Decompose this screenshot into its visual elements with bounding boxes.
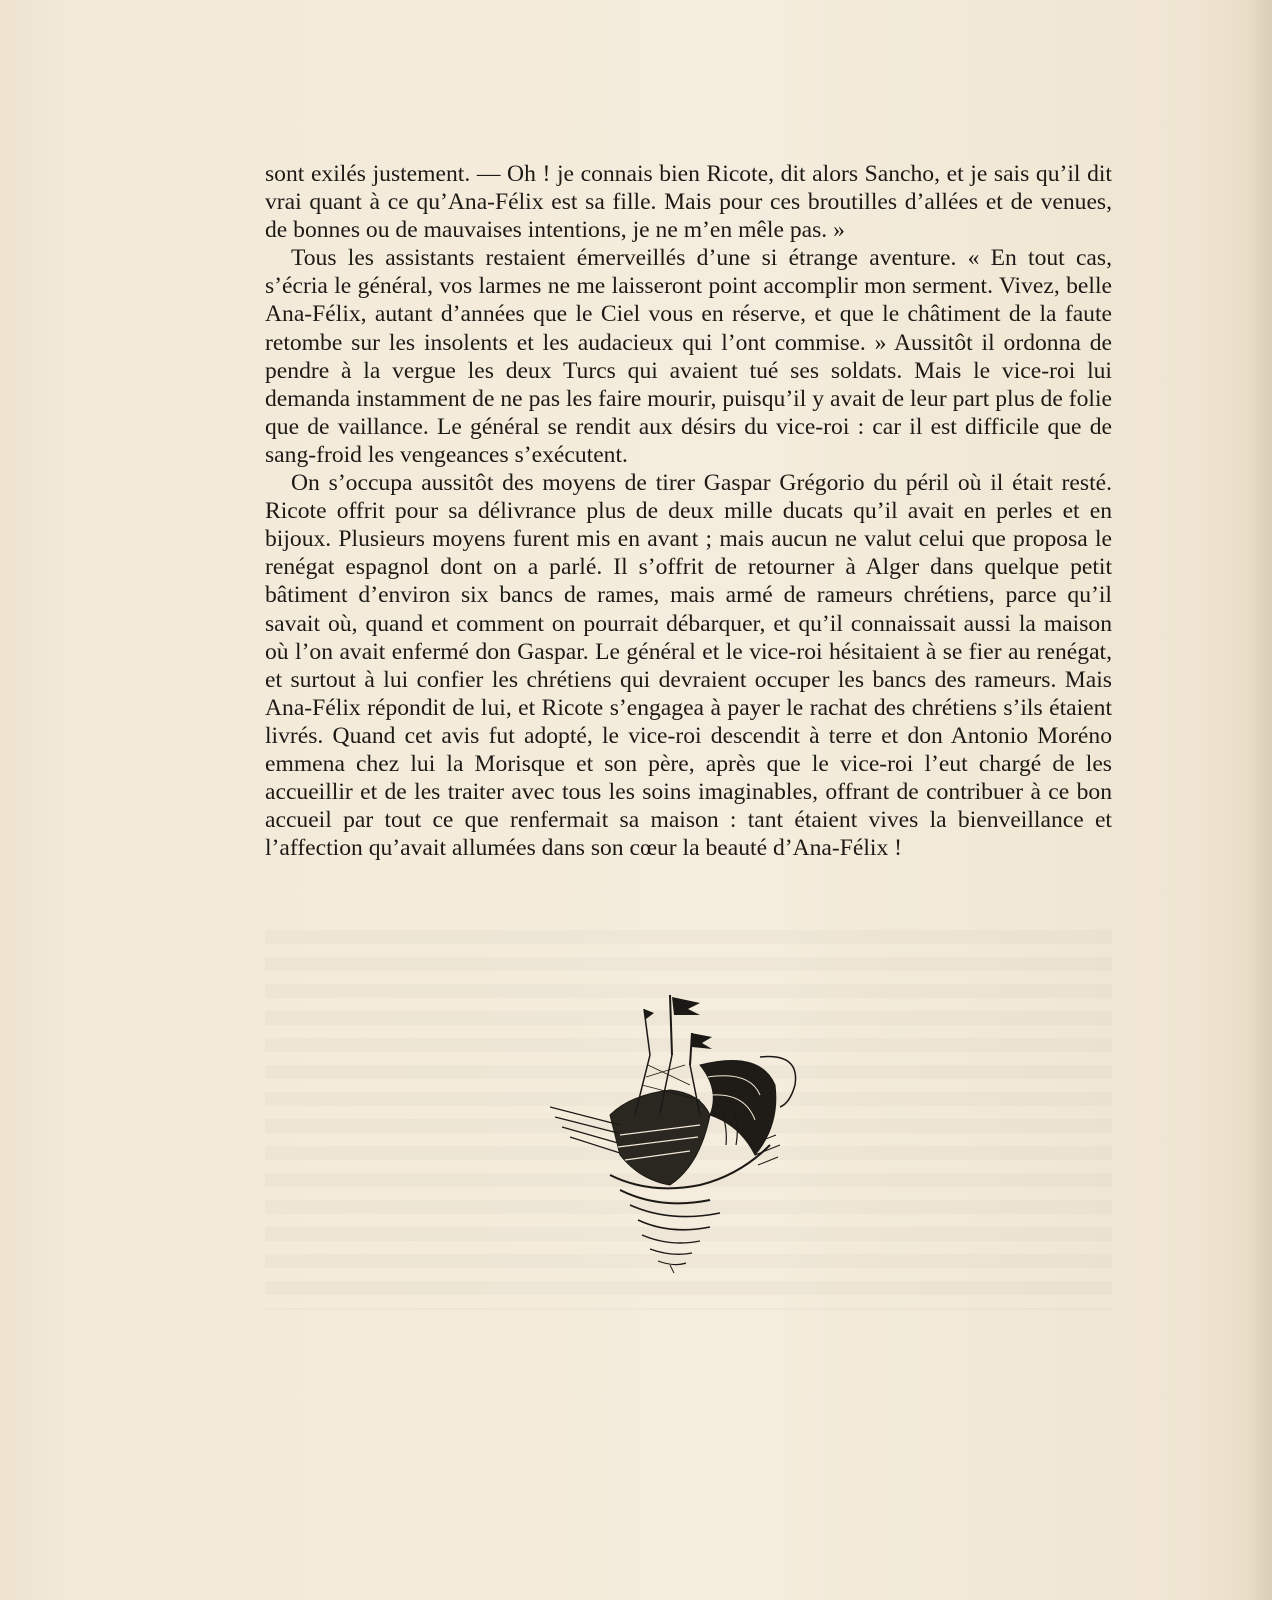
page-edge-shadow xyxy=(1246,0,1272,1600)
sailing-ship-icon xyxy=(550,995,830,1295)
paragraph: Tous les assistants restaient émerveillés d’une si étrange aventure. « En tout cas, s’écria le général, vos larmes ne me laisseront point accomplir mon serment. Vivez, belle Ana-Félix, autant d’années que le Ciel vous en réserve, et que le châtiment de la faute retombe sur les insolents et les audacieux qui l’ont commise. » Aussitôt il ordonna de pendre à la vergue les deux Turcs qui avaient tué ses soldats. Mais le vice-roi lui demanda instamment de ne pas les faire mourir, puisqu’il y avait de leur part plus de folie que de vaillance. Le général se rendit aux désirs du vice-roi : car il est difficile que de sang-froid les vengeances s’exécutent. xyxy=(265,245,1112,468)
body-text xyxy=(265,160,1112,862)
paragraph: On s’occupa aussitôt des moyens de tirer Gaspar Grégorio du péril où il était resté. Ricote offrit pour sa délivrance plus de deux mille ducats qu’il avait en perles et en bijoux. Plusieurs moyens furent mis en avant ; mais aucun ne valut celui que proposa le renégat espagnol dont on a parlé. Il s’offrit de retourner à Alger dans quelque petit bâtiment d’environ six bancs de rames, mais armé de rameurs chrétiens, parce qu’il savait où, quand et comment on pourrait débarquer, et qu’il connaissait aussi la maison où l’on avait enfermé don Gaspar. Le général et le vice-roi hésitaient à se fier au renégat, et surtout à lui confier les chrétiens qui devraient occuper les bancs des rameurs. Mais Ana-Félix répondit de lui, et Ricote s’engagea à payer le rachat des chrétiens s’ils étaient livrés. Quand cet avis fut adopté, le vice-roi descendit à terre et don Antonio Moréno emmena chez lui la Morisque et son père, après que le vice-roi l’eut chargé de les accueillir et de les traiter avec tous les soins imaginables, offrant de contribuer à ce bon accueil par tout ce que renfermait sa maison : tant étaient vives la bienveillance et l’affection qu’avait allumées dans son cœur la beauté d’Ana-Félix ! xyxy=(265,470,1112,862)
paragraph-continued: sont exilés justement. — Oh ! je connais bien Ricote, dit alors Sancho, et je sais qu’il dit vrai quant à ce qu’Ana-Félix est sa fille. Mais pour ces broutilles d’allées et de venues, de bonnes ou de mauvaises intentions, je ne m’en mêle pas. » xyxy=(265,161,1112,244)
